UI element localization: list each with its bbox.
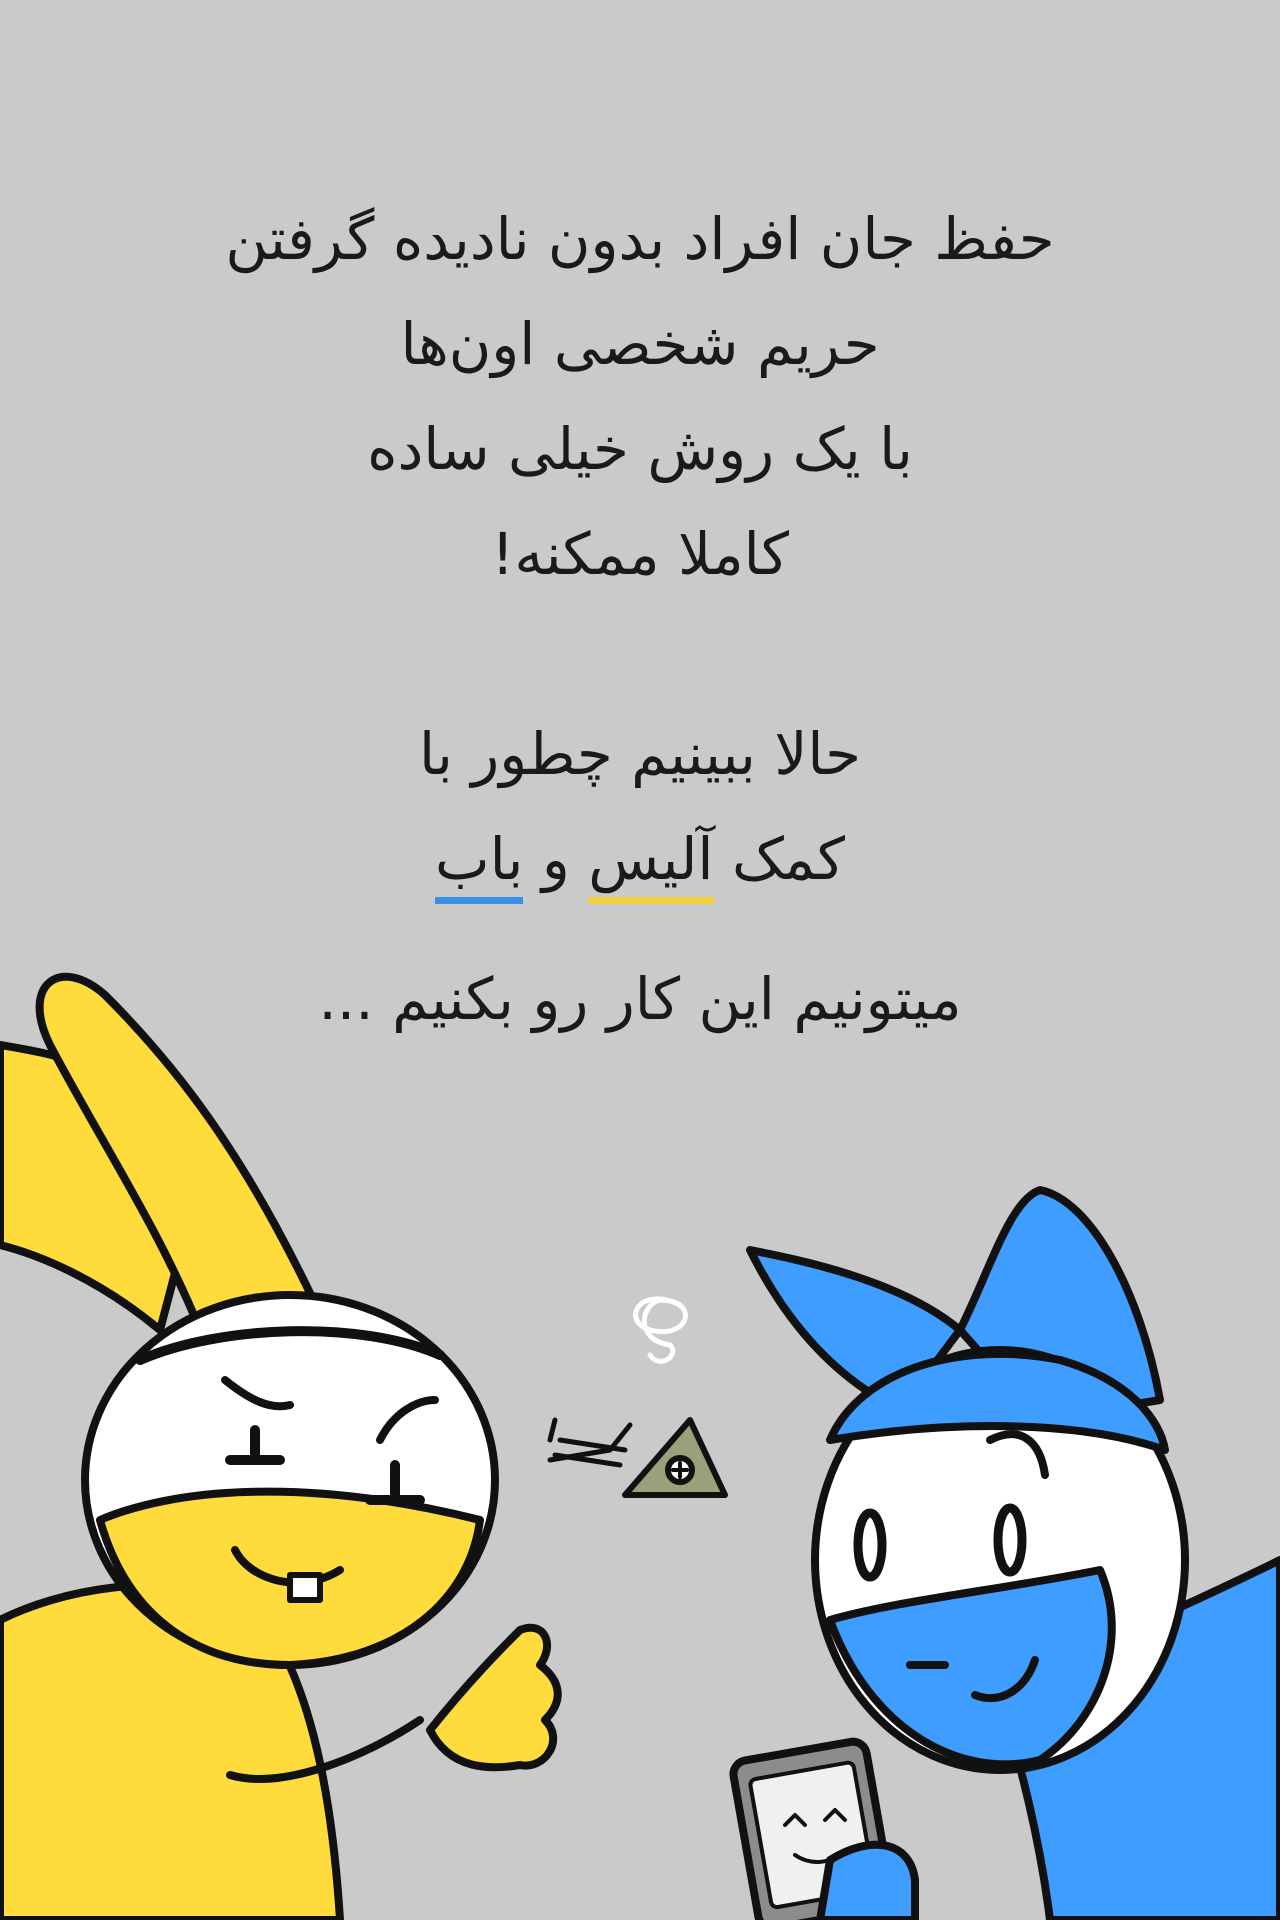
bob-character bbox=[731, 1190, 1280, 1920]
alice-hand bbox=[430, 1628, 558, 1768]
tag-arms bbox=[550, 1420, 630, 1465]
intro-line-3: با یک روش خیلی ساده bbox=[367, 415, 913, 483]
outro-line-1: حالا ببینیم چطور با bbox=[419, 720, 861, 788]
bob-left-eye bbox=[858, 1513, 882, 1577]
intro-line-1: حفظ جان افراد بدون نادیده گرفتن bbox=[225, 205, 1055, 273]
intro-line-4: کاملا ممکنه! bbox=[491, 520, 789, 588]
alice-tooth bbox=[290, 1575, 320, 1600]
outro-line-2-and: و bbox=[523, 825, 589, 893]
alice-character bbox=[0, 977, 558, 1920]
tag-swirl bbox=[636, 1299, 686, 1361]
tag-creature bbox=[550, 1299, 725, 1495]
bob-name: باب bbox=[435, 825, 523, 904]
bob-right-eye bbox=[998, 1508, 1022, 1572]
outro-line-3: میتونیم این کار رو بکنیم ... bbox=[318, 965, 962, 1033]
alice-name: آلیس bbox=[588, 825, 713, 904]
bob-hand bbox=[820, 1845, 915, 1920]
outro-line-2-prefix: کمک bbox=[713, 825, 846, 893]
intro-line-2: حریم شخصی اون‌ها bbox=[400, 310, 880, 378]
